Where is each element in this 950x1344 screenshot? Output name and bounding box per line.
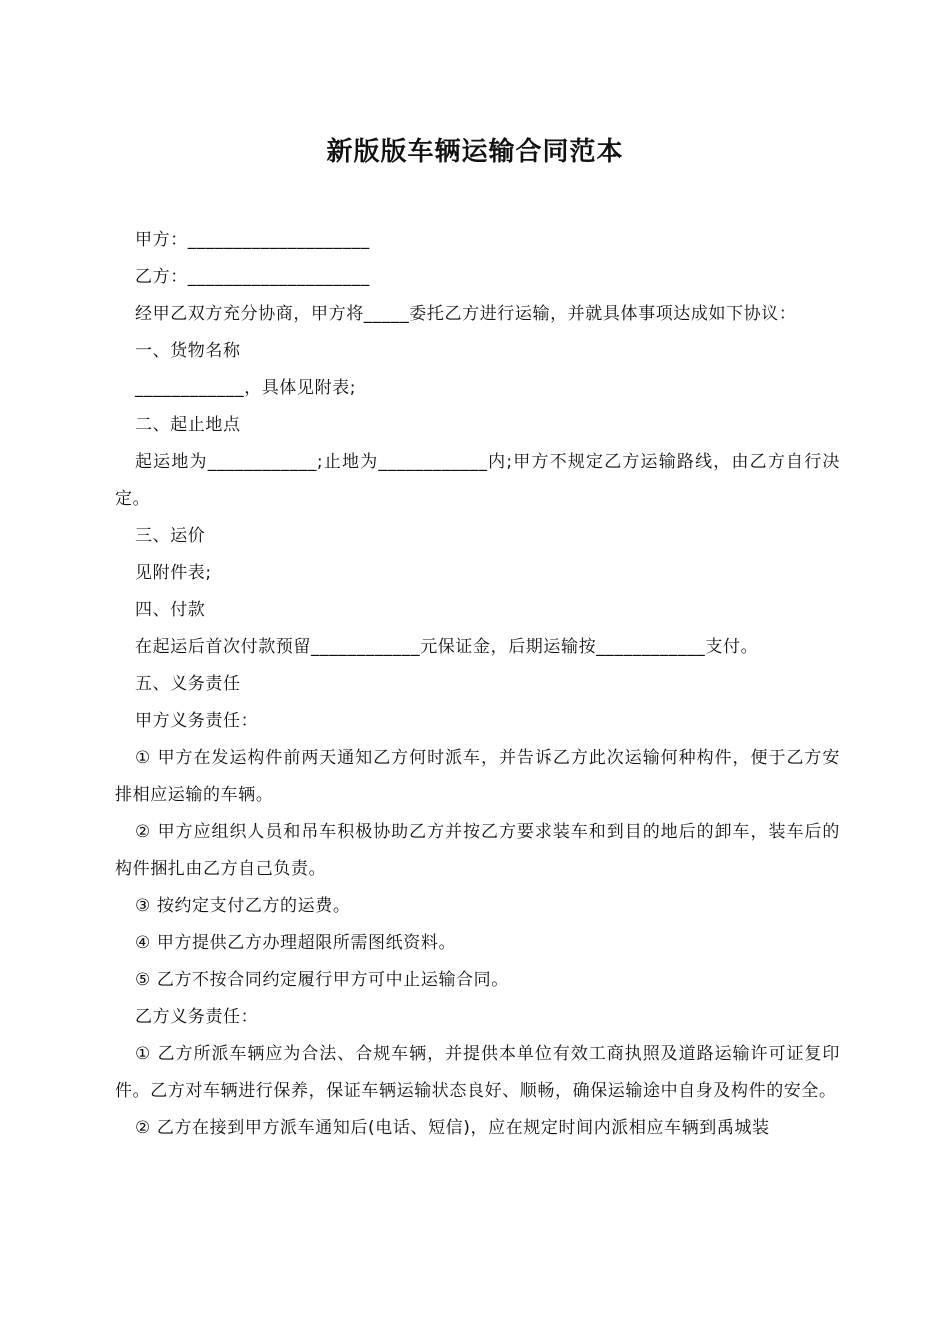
party-a-duty-4: ④ 甲方提供乙方办理超限所需图纸资料。 (135, 933, 457, 953)
section-heading-goods: 一、货物名称 (135, 341, 241, 361)
intro-paragraph: 经甲乙双方充分协商，甲方将_____委托乙方进行运输，并就具体事项达成如下协议： (135, 304, 797, 324)
party-a-line: 甲方：____________________ (135, 230, 370, 250)
locations-paragraph: 起运地为____________;止地为____________内;甲方不规定乙方运输路线，由乙方自行决定。 (115, 452, 840, 509)
section-heading-price: 三、运价 (135, 526, 206, 546)
section-heading-payment: 四、付款 (135, 600, 206, 620)
goods-paragraph: ____________，具体见附表; (135, 378, 357, 398)
party-a-duty-5: ⑤ 乙方不按合同约定履行甲方可中止运输合同。 (135, 970, 509, 990)
document-body (115, 222, 840, 1147)
document-title: 新版版车辆运输合同范本 (326, 137, 624, 167)
party-a-duties-heading: 甲方义务责任： (135, 711, 259, 731)
party-b-duty-1: ① 乙方所派车辆应为合法、合规车辆，并提供本单位有效工商执照及道路运输许可证复印件。乙方对车辆进行保养，保证车辆运输状态良好、顺畅，确保运输途中自身及构件的安全。 (115, 1044, 840, 1101)
section-heading-duties: 五、义务责任 (135, 674, 241, 694)
price-paragraph: 见附件表; (135, 563, 212, 583)
party-b-line: 乙方：____________________ (135, 267, 370, 287)
party-b-duties-heading: 乙方义务责任： (135, 1007, 259, 1027)
party-a-duty-1: ① 甲方在发运构件前两天通知乙方何时派车，并告诉乙方此次运输何种构件，便于乙方安排相应运输的车辆。 (115, 748, 840, 805)
party-a-duty-2: ② 甲方应组织人员和吊车积极协助乙方并按乙方要求装车和到目的地后的卸车，装车后的构件捆扎由乙方自己负责。 (115, 822, 840, 879)
party-b-duty-2: ② 乙方在接到甲方派车通知后(电话、短信)，应在规定时间内派相应车辆到禹城装 (135, 1118, 770, 1138)
section-heading-locations: 二、起止地点 (135, 415, 241, 435)
party-a-duty-3: ③ 按约定支付乙方的运费。 (135, 896, 351, 916)
payment-paragraph: 在起运后首次付款预留____________元保证金，后期运输按____________支付。 (135, 637, 759, 657)
